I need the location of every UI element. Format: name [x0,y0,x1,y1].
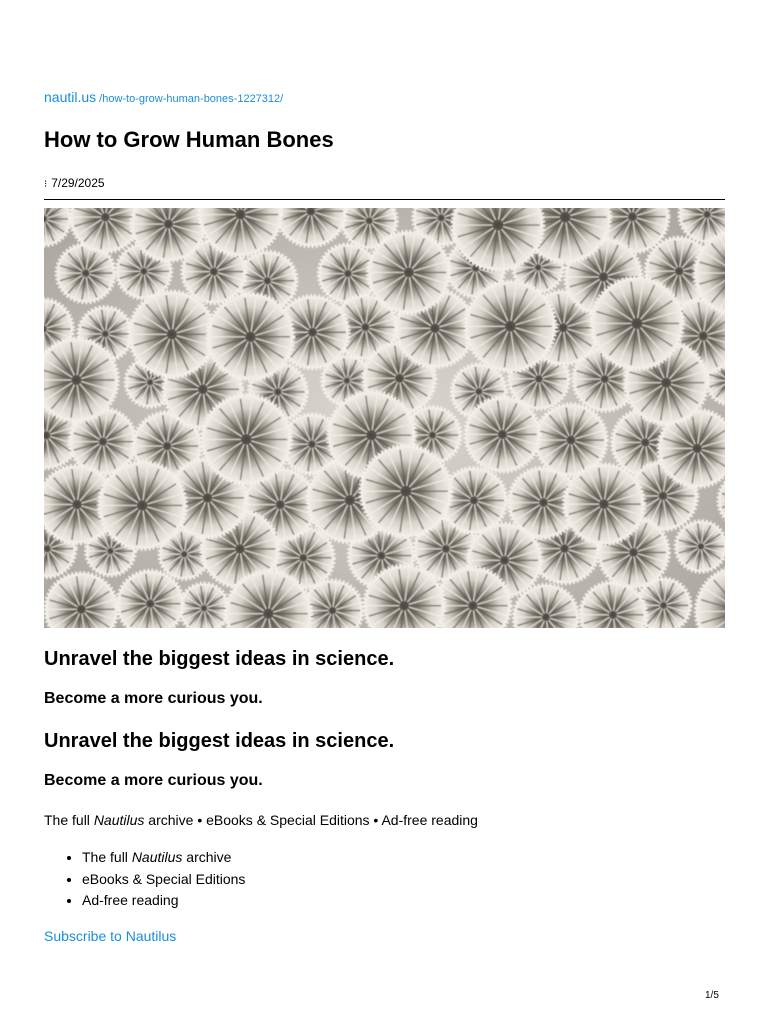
list-item [82,847,245,869]
list-item [82,890,245,912]
article-date: 7/29/2025 [51,176,105,190]
list-item-prefix: eBooks & Special Editions [82,870,246,887]
source-path[interactable]: /how-to-grow-human-bones-1227312/ [99,93,284,105]
page-number: 1/5 [705,990,719,1001]
header-divider [44,199,725,200]
feature-list [44,847,245,912]
list-item [82,869,245,891]
inline-feature-prefix: The full [44,812,94,828]
list-item-emphasis: Nautilus [131,849,183,865]
inline-feature-brand: Nautilus [93,812,145,828]
subscribe-link[interactable]: Subscribe to Nautilus [44,928,177,944]
promo-headline-1: Unravel the biggest ideas in science. [44,648,395,670]
promo-headline-2: Unravel the biggest ideas in science. [44,730,395,752]
inline-feature-summary [44,811,478,829]
article-date-line [44,176,105,190]
date-marker-icon: ⁝ [44,179,48,190]
inline-feature-rest: archive • eBooks & Special Editions • Ad-free reading [144,812,478,828]
list-item-suffix: archive [182,849,232,865]
hero-image [44,208,725,628]
list-item-prefix: The full [82,849,132,865]
list-item-prefix: Ad-free reading [82,892,179,908]
source-domain[interactable]: nautil.us [44,89,97,105]
article-title: How to Grow Human Bones [44,127,334,152]
promo-subhead-1: Become a more curious you. [44,690,263,707]
source-url[interactable] [44,89,283,107]
coral-skeleton-photo [44,208,725,628]
promo-subhead-2: Become a more curious you. [44,772,263,789]
